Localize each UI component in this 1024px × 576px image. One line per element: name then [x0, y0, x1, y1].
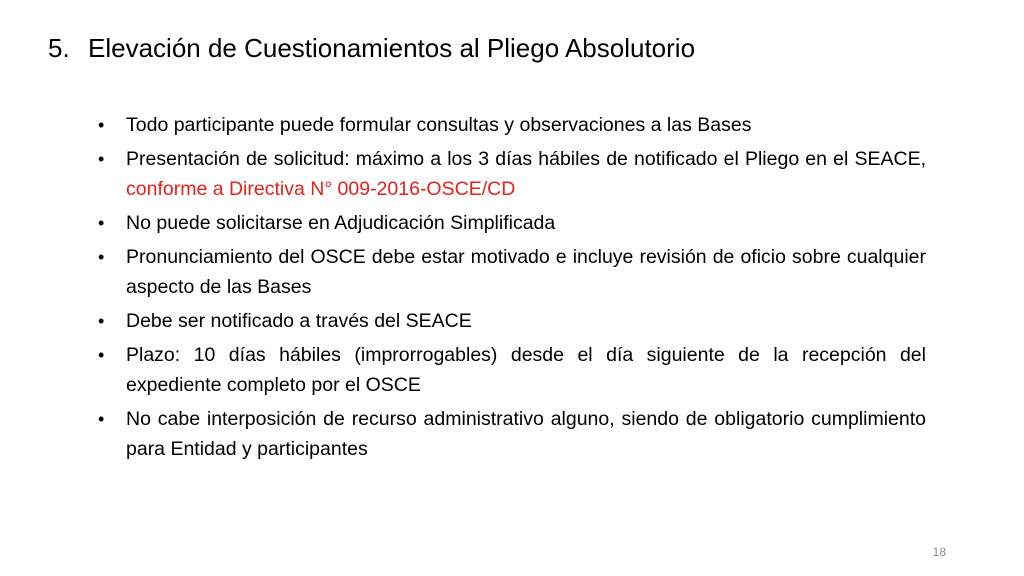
bullet-item-5	[98, 306, 926, 336]
bullet-marker: •	[98, 409, 105, 429]
bullet-item-7	[98, 404, 926, 464]
bullet-text: Presentación de solicitud: máximo a los 3 días hábiles de notificado el Pliego en el SEACE,	[126, 148, 926, 170]
bullet-marker: •	[98, 115, 105, 135]
bullet-marker: •	[98, 345, 105, 365]
bullet-item-2	[98, 144, 926, 204]
directive-reference: conforme a Directiva N° 009-2016-OSCE/CD	[126, 178, 516, 200]
bullet-item-3	[98, 208, 926, 238]
bullet-text: Debe ser notificado a través del SEACE	[126, 310, 472, 332]
page-number: 18	[932, 545, 946, 559]
bullet-marker: •	[98, 149, 105, 169]
bullet-item-6	[98, 340, 926, 400]
bullet-marker: •	[98, 213, 105, 233]
bullet-marker: •	[98, 311, 105, 331]
bullet-item-1	[98, 110, 926, 140]
bullet-text: Plazo: 10 días hábiles (improrrogables) desde el día siguiente de la recepción del expediente completo por el OSCE	[126, 344, 926, 396]
bullet-list	[98, 110, 926, 468]
bullet-text: No cabe interposición de recurso administrativo alguno, siendo de obligatorio cumplimiento para Entidad y participantes	[126, 408, 926, 460]
bullet-text: Todo participante puede formular consultas y observaciones a las Bases	[126, 114, 752, 136]
bullet-text: Pronunciamiento del OSCE debe estar motivado e incluye revisión de oficio sobre cualquier aspecto de las Bases	[126, 246, 926, 298]
slide-title	[48, 30, 948, 66]
title-text: Elevación de Cuestionamientos al Pliego Absolutorio	[88, 33, 696, 63]
title-number: 5.	[48, 33, 70, 63]
bullet-text: No puede solicitarse en Adjudicación Simplificada	[126, 212, 556, 234]
bullet-item-4	[98, 242, 926, 302]
bullet-marker: •	[98, 247, 105, 267]
